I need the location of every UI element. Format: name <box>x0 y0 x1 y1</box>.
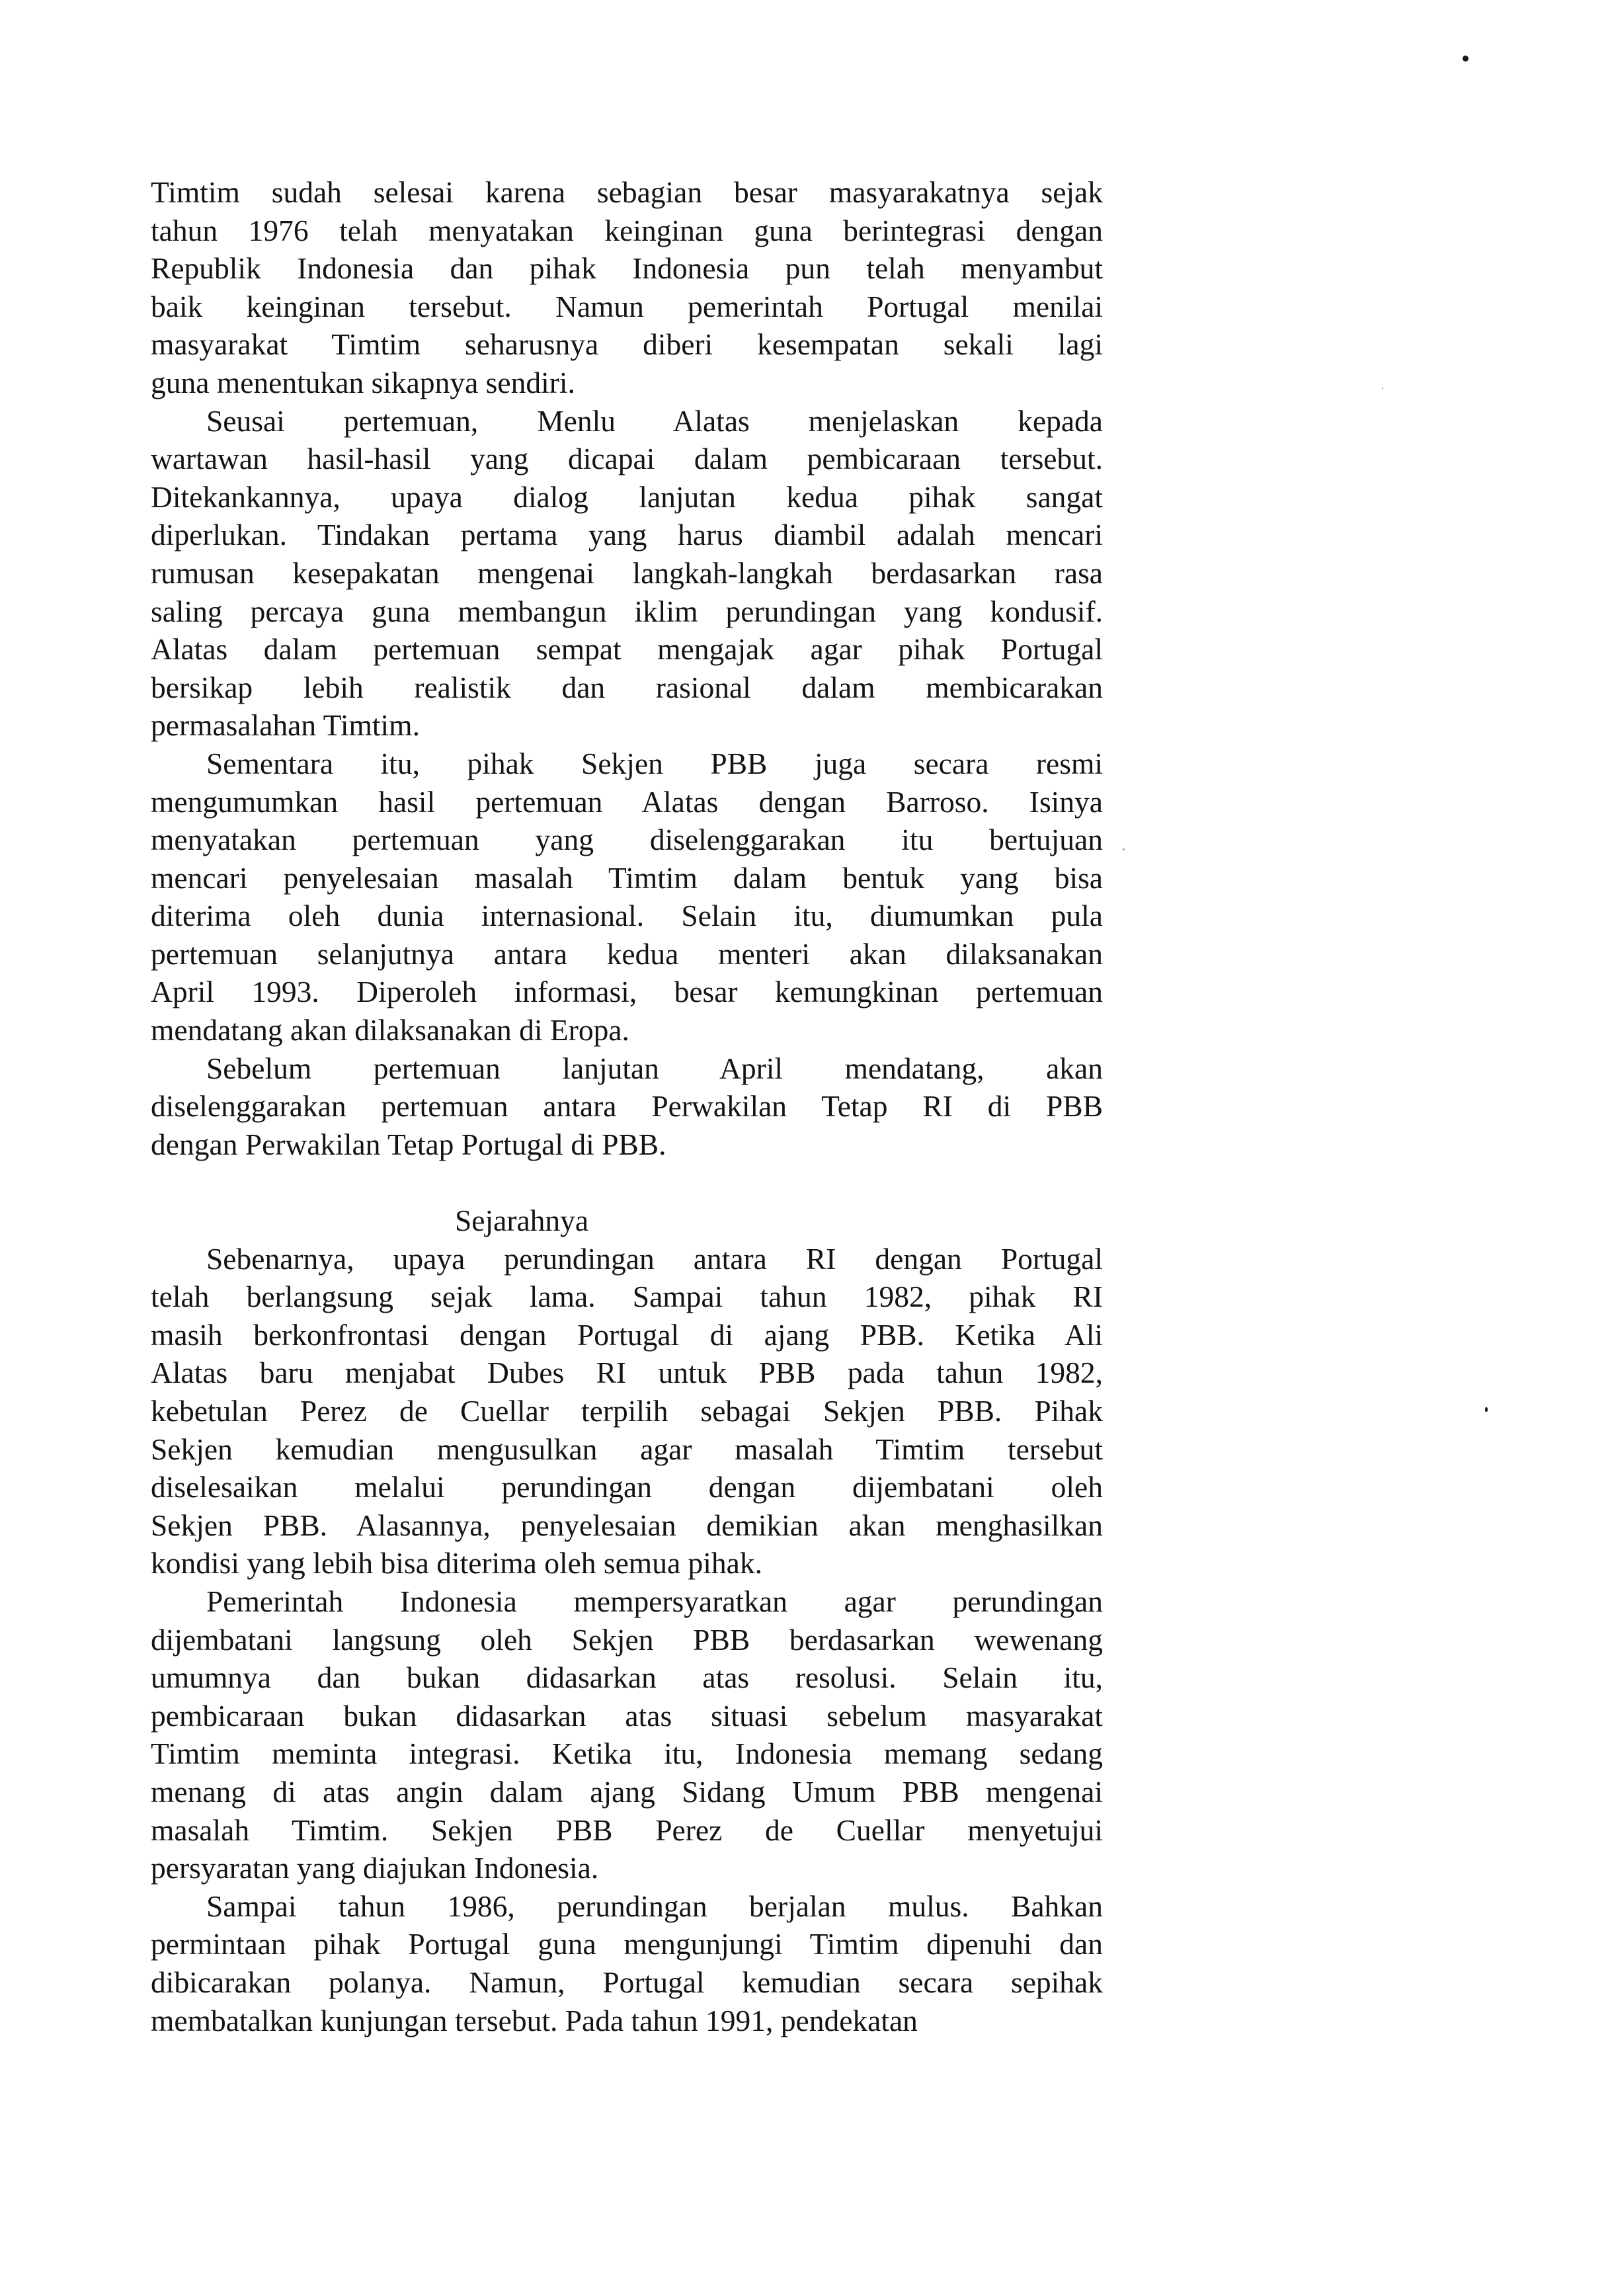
text-line: Timtim sudah selesai karena sebagian besar masyarakatnya sejak <box>151 175 1103 209</box>
paragraph <box>151 1240 1103 1582</box>
scan-speck-mark <box>1382 388 1383 390</box>
text-line: menyatakan pertemuan yang diselenggarakan itu bertujuan <box>151 823 1103 857</box>
text-line: dijembatani langsung oleh Sekjen PBB berdasarkan wewenang <box>151 1622 1103 1657</box>
text-line: Timtim meminta integrasi. Ketika itu, Indonesia memang sedang <box>151 1737 1103 1771</box>
text-line: kebetulan Perez de Cuellar terpilih sebagai Sekjen PBB. Pihak <box>151 1394 1103 1428</box>
text-line: Alatas dalam pertemuan sempat mengajak agar pihak Portugal <box>151 632 1103 667</box>
document-body <box>151 173 1103 2039</box>
text-line: mencari penyelesaian masalah Timtim dalam bentuk yang bisa <box>151 860 1103 895</box>
text-line: diterima oleh dunia internasional. Selain itu, diumumkan pula <box>151 899 1103 933</box>
text-line: kondisi yang lebih bisa diterima oleh semua pihak. <box>151 1546 762 1580</box>
text-line: permintaan pihak Portugal guna mengunjungi Timtim dipenuhi dan <box>151 1927 1103 1961</box>
paragraph <box>151 1887 1103 2039</box>
text-line: rumusan kesepakatan mengenai langkah-langkah berdasarkan rasa <box>151 555 1103 590</box>
text-line: Sekjen PBB. Alasannya, penyelesaian demikian akan menghasilkan <box>151 1508 1103 1542</box>
text-line: diperlukan. Tindakan pertama yang harus diambil adalah mencari <box>151 518 1103 552</box>
text-line: April 1993. Diperoleh informasi, besar kemungkinan pertemuan <box>151 975 1103 1009</box>
text-line: Pemerintah Indonesia mempersyaratkan agar perundingan <box>206 1584 1103 1618</box>
scan-speck-mark <box>1485 1407 1488 1412</box>
text-line: mendatang akan dilaksanakan di Eropa. <box>151 1013 629 1047</box>
text-line: masih berkonfrontasi dengan Portugal di ajang PBB. Ketika Ali <box>151 1317 1103 1352</box>
paragraph <box>151 745 1103 1049</box>
text-line: telah berlangsung sejak lama. Sampai tahun 1982, pihak RI <box>151 1280 1103 1314</box>
paragraph <box>151 402 1103 745</box>
text-line: membatalkan kunjungan tersebut. Pada tahun 1991, pendekatan <box>151 2003 918 2037</box>
body-text-after-heading <box>151 1240 1103 2039</box>
text-line: tahun 1976 telah menyatakan keinginan guna berintegrasi dengan <box>151 213 1103 247</box>
text-line: Sementara itu, pihak Sekjen PBB juga secara resmi <box>206 746 1103 780</box>
text-line: Sampai tahun 1986, perundingan berjalan mulus. Bahkan <box>206 1889 1103 1923</box>
scan-speck-mark <box>1463 56 1468 62</box>
text-line: umumnya dan bukan didasarkan atas resolusi. Selain itu, <box>151 1660 1103 1695</box>
text-line: Sekjen kemudian mengusulkan agar masalah Timtim tersebut <box>151 1432 1103 1466</box>
scan-speck-mark <box>1123 848 1125 850</box>
text-line: Seusai pertemuan, Menlu Alatas menjelaskan kepada <box>206 403 1103 438</box>
text-line: diselesaikan melalui perundingan dengan dijembatani oleh <box>151 1470 1103 1504</box>
text-line: baik keinginan tersebut. Namun pemerintah Portugal menilai <box>151 289 1103 323</box>
text-line: persyaratan yang diajukan Indonesia. <box>151 1851 599 1885</box>
text-line: bersikap lebih realistik dan rasional dalam membicarakan <box>151 670 1103 704</box>
paragraph <box>151 1049 1103 1164</box>
text-line: dengan Perwakilan Tetap Portugal di PBB. <box>151 1127 666 1161</box>
text-line: menang di atas angin dalam ajang Sidang Umum PBB mengenai <box>151 1774 1103 1809</box>
text-line: diselenggarakan pertemuan antara Perwakilan Tetap RI di PBB <box>151 1089 1103 1124</box>
text-line: guna menentukan sikapnya sendiri. <box>151 365 575 399</box>
text-line: wartawan hasil-hasil yang dicapai dalam pembicaraan tersebut. <box>151 442 1103 476</box>
text-line: mengumumkan hasil pertemuan Alatas dengan Barroso. Isinya <box>151 784 1103 819</box>
text-line: dibicarakan polanya. Namun, Portugal kemudian secara sepihak <box>151 1965 1103 1999</box>
paragraph <box>151 173 1103 402</box>
text-line: Alatas baru menjabat Dubes RI untuk PBB pada tahun 1982, <box>151 1356 1103 1390</box>
section-heading: Sejarahnya <box>455 1204 589 1238</box>
paragraph <box>151 1582 1103 1887</box>
text-line: Sebenarnya, upaya perundingan antara RI dengan Portugal <box>206 1241 1103 1276</box>
text-line: saling percaya guna membangun iklim perundingan yang kondusif. <box>151 594 1103 628</box>
text-line: pembicaraan bukan didasarkan atas situasi sebelum masyarakat <box>151 1698 1103 1733</box>
text-line: permasalahan Timtim. <box>151 708 420 743</box>
body-text-before-heading <box>151 173 1103 1163</box>
text-line: Ditekankannya, upaya dialog lanjutan kedua pihak sangat <box>151 479 1103 514</box>
text-line: Sebelum pertemuan lanjutan April mendatang, akan <box>206 1051 1103 1085</box>
text-line: pertemuan selanjutnya antara kedua menteri akan dilaksanakan <box>151 936 1103 971</box>
text-line: masyarakat Timtim seharusnya diberi kesempatan sekali lagi <box>151 327 1103 362</box>
text-line: Republik Indonesia dan pihak Indonesia pun telah menyambut <box>151 251 1103 286</box>
text-line: masalah Timtim. Sekjen PBB Perez de Cuellar menyetujui <box>151 1813 1103 1847</box>
